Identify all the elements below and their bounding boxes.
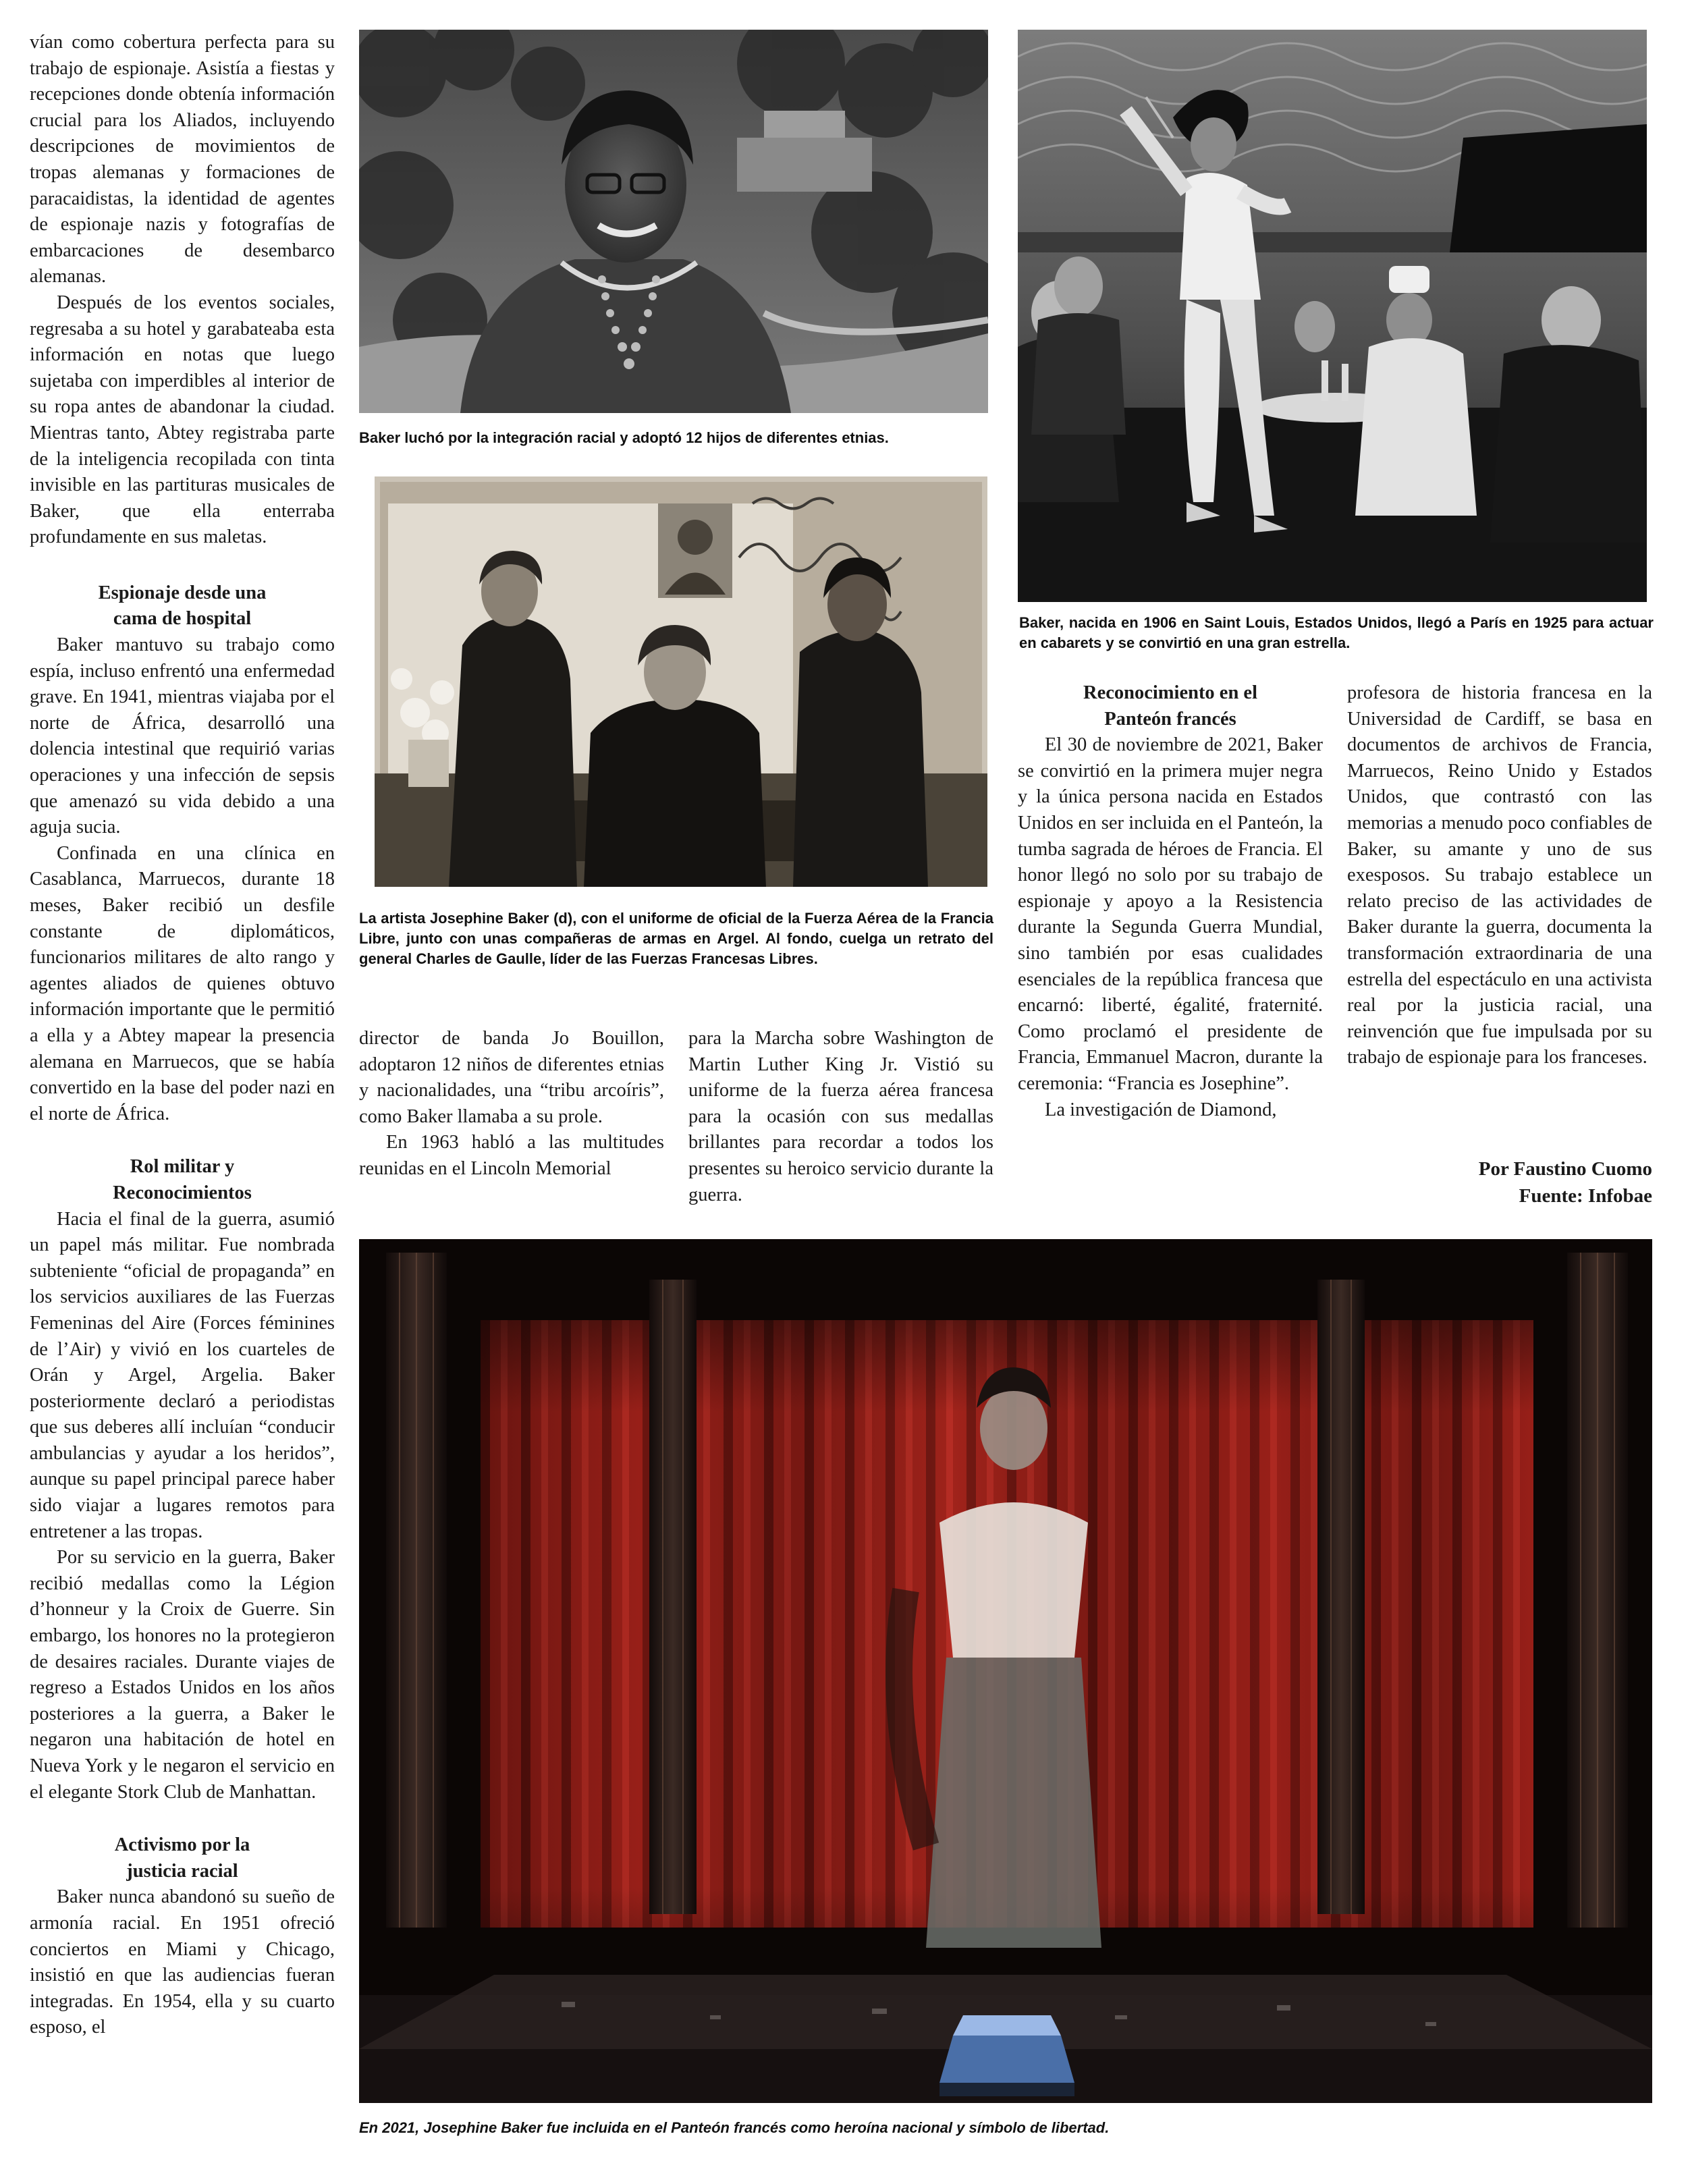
photo-caption: Baker luchó por la integración racial y adoptó 12 hijos de diferentes etnias. xyxy=(359,429,889,446)
paragraph: La investigación de Diamond, xyxy=(1045,1099,1277,1120)
section-heading: Rol militar y Reconocimientos xyxy=(113,1156,252,1203)
paragraph: Por su servicio en la guerra, Baker recibió medallas como la Légion d’honneur y la Croix de Guerre. Sin embargo, los honores no la protegieron de desaires raciales. Durante viajes de regreso a Estados Unidos en los años posteriores a la guerra, a Baker le negaron una habitación de hotel en Nueva York y le negaron el servicio en el elegante Stork Club de Manhattan. xyxy=(30,1547,335,1803)
paragraph: Baker mantuvo su trabajo como espía, incluso enfrentó una enfermedad grave. En 1941, mientras viajaba por el norte de África, desarrolló una dolencia intestinal que requirió varias operaciones y una infección de sepsis que amenazó su vida debido a una aguja sucia. xyxy=(30,634,335,838)
article-column-4 xyxy=(1018,680,1323,1123)
byline-author: Por Faustino Cuomo xyxy=(1478,1158,1652,1180)
photo-caption: Baker, nacida en 1906 en Saint Louis, Estados Unidos, llegó a París en 1925 para actuar en cabarets y se convirtió en una gran estrella. xyxy=(1019,614,1654,651)
paragraph: En 1963 habló a las multitudes reunidas en el Lincoln Memorial xyxy=(359,1132,664,1179)
article-column-5 xyxy=(1347,680,1652,1071)
byline-source: Fuente: Infobae xyxy=(1519,1185,1652,1207)
article-column-3 xyxy=(688,1026,993,1208)
byline xyxy=(1347,1155,1652,1209)
photo-caption: La artista Josephine Baker (d), con el uniforme de oficial de la Fuerza Aérea de la Francia Libre, junto con unas compañeras de armas en Argel. Al fondo, cuelga un retrato del general Charles de Gaulle, líder de las Fuerzas Francesas Libres. xyxy=(359,910,993,967)
article-column-1 xyxy=(30,30,335,2041)
photo-baker-uniform xyxy=(375,476,987,887)
photo-baker-cabaret xyxy=(1018,30,1647,602)
section-heading: Reconocimiento en el Panteón francés xyxy=(1083,682,1258,730)
paragraph: Hacia el final de la guerra, asumió un papel más militar. Fue nombrada subteniente “oficial de propaganda” en los servicios auxiliares de las Fuerzas Femeninas del Aire (Forces féminines de l’Air) y vivió en los cuarteles de Orán y Argel, Argelia. Baker posteriormente declaró a periodistas que sus deberes allí incluían “conducir ambulancias y ayudar a los heridos”, aunque su papel principal parece haber sido viajar a lugares remotos para entretener a las tropas. xyxy=(30,1208,335,1542)
paragraph: profesora de historia francesa en la Universidad de Cardiff, se basa en documentos de archivos de Francia, Marruecos, Reino Unido y Estados Unidos, que contrastó con las memorias a menudo poco confiables de Baker, su amante y uno de sus exesposos. Su trabajo establece un relato preciso de las actividades de Baker durante la guerra, documenta la transformación extraordinaria de una estrella del espectáculo en una activista real por la justicia racial, una reinvención que fue impulsada por su trabajo de espionaje para los franceses. xyxy=(1347,682,1652,1068)
paragraph: Después de los eventos sociales, regresaba a su hotel y garabateaba esta información en notas que luego sujetaba con imperdibles al interior de su ropa antes de abandonar la ciudad. Mientras tanto, Abtey registraba parte de la inteligencia recopilada con tinta invisible en las partituras musicales de Baker, que ella enterraba profundamente en sus maletas. xyxy=(30,292,335,548)
paragraph: Confinada en una clínica en Casablanca, Marruecos, durante 18 meses, Baker recibió un desfile constante de diplomáticos, funcionarios militares de alto rango y agentes aliados de quienes obtuvo información importante que le permitió a ella y a Abtey mapear la presencia alemana en Marruecos, que se había convertido en la base del poder nazi en el norte de África. xyxy=(30,842,335,1124)
paragraph: El 30 de noviembre de 2021, Baker se convirtió en la primera mujer negra y la única persona nacida en Estados Unidos en ser incluida en el Panteón, la tumba sagrada de héroes de Francia. El honor llegó no solo por su trabajo de espionaje y apoyo a la Resistencia durante la Segunda Guerra Mundial, sino también por esas cualidades esenciales de la república francesa que encarnó: liberté, égalité, fraternité. Como proclamó el presidente de Francia, Emmanuel Macron, durante la ceremonia: “Francia es Josephine”. xyxy=(1018,734,1323,1094)
section-heading: Espionaje desde una cama de hospital xyxy=(98,582,267,630)
photo-baker-garden xyxy=(359,30,988,413)
paragraph: vían como cobertura perfecta para su trabajo de espionaje. Asistía a fiestas y recepciones donde obtenía información crucial para los Aliados, incluyendo descripciones de movimientos de tropas alemanas y formaciones de paracaidistas, la identidad de agentes de espionaje nazis y fotografías de embarcaciones de desembarco alemanas. xyxy=(30,32,335,288)
photo-pantheon-projection xyxy=(359,1239,1652,2103)
paragraph: para la Marcha sobre Washington de Martin Luther King Jr. Vistió su uniforme de la fuerza aérea francesa para la ocasión con sus medallas brillantes para recordar a todos los presentes su heroico servicio durante la guerra. xyxy=(688,1028,993,1205)
paragraph: director de banda Jo Bouillon, adoptaron 12 niños de diferentes etnias y nacionalidades, una “tribu arcoíris”, como Baker llamaba a su prole. xyxy=(359,1028,664,1127)
section-heading: Activismo por la justicia racial xyxy=(114,1834,250,1882)
article-column-2 xyxy=(359,1026,664,1182)
paragraph: Baker nunca abandonó su sueño de armonía racial. En 1951 ofreció conciertos en Miami y Chicago, insistió en que las audiencias fueran integradas. En 1954, ella y su cuarto esposo, el xyxy=(30,1886,335,2038)
photo-caption: En 2021, Josephine Baker fue incluida en el Panteón francés como heroína nacional y símbolo de libertad. xyxy=(359,2119,1110,2136)
